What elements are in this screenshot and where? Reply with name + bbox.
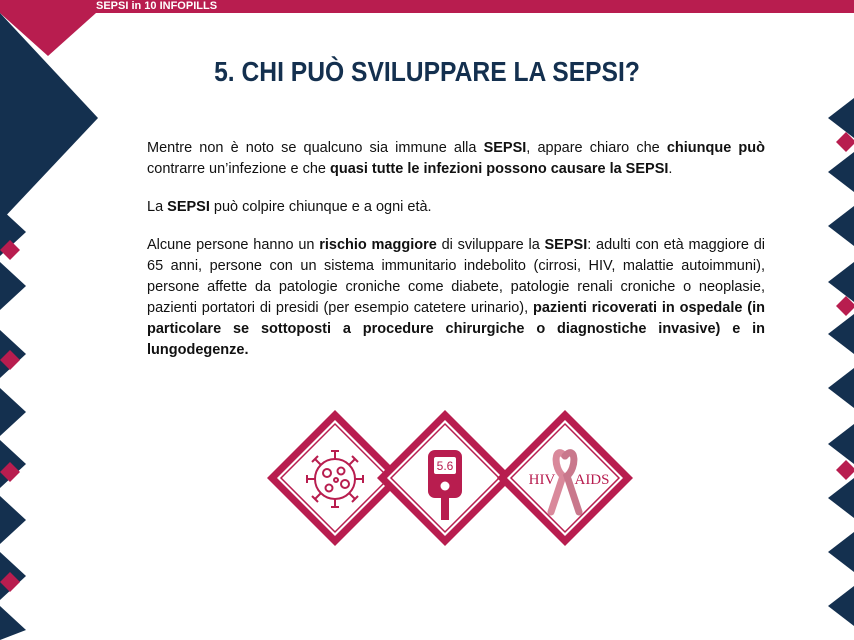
- text-segment: .: [668, 161, 673, 177]
- text-segment: Mentre non è noto se qualcuno sia immune alla: [147, 140, 484, 156]
- text-segment: può colpire chiunque e a ogni età.: [209, 199, 432, 215]
- body-text: [147, 138, 765, 361]
- bold-text: SEPSI: [167, 199, 210, 215]
- page-title: 5. CHI PUÒ SVILUPPARE LA SEPSI?: [214, 56, 640, 87]
- series-label: SEPSI in 10 INFOPILLS: [96, 0, 218, 12]
- text-segment: Alcune persone hanno un: [147, 237, 320, 253]
- bold-text: pazienti ricoverati in ospedale (in particolare se sottoposti a procedure chirurgiche o diagnostiche invasive) e in lungodegenze.: [147, 300, 765, 358]
- aids-label: AIDS: [574, 472, 610, 488]
- glucose-reading: 5.6: [436, 459, 454, 473]
- bold-text: rischio maggiore: [319, 237, 437, 253]
- glucometer-icon: [377, 410, 513, 546]
- text-segment: contrarre un’infezione e che: [147, 161, 330, 177]
- hiv-aids-ribbon-icon: [497, 410, 633, 546]
- paragraph-3: [147, 235, 765, 361]
- text-segment: : adulti con età maggiore di 65 anni, persone con un sistema immunitario indebolito (cirrosi, HIV, malattie autoimmuni), persone affette da patologie croniche come diabete, patologie renali croniche o neoplasie, pazienti portatori di presidi (per esempio catetere urinario),: [147, 237, 765, 316]
- text-segment: La: [147, 199, 168, 215]
- risk-icons: [265, 408, 645, 548]
- hiv-label: HIV: [528, 472, 556, 488]
- bold-text: SEPSI: [483, 140, 527, 156]
- text-segment: , appare chiaro che: [526, 140, 667, 156]
- bold-text: quasi tutte le infezioni possono causare la SEPSI: [329, 161, 669, 177]
- bold-text: chiunque può: [666, 140, 765, 156]
- bold-text: SEPSI: [544, 237, 588, 253]
- text-segment: di sviluppare la: [436, 237, 545, 253]
- paragraph-2: [147, 197, 765, 218]
- paragraph-1: [147, 138, 765, 180]
